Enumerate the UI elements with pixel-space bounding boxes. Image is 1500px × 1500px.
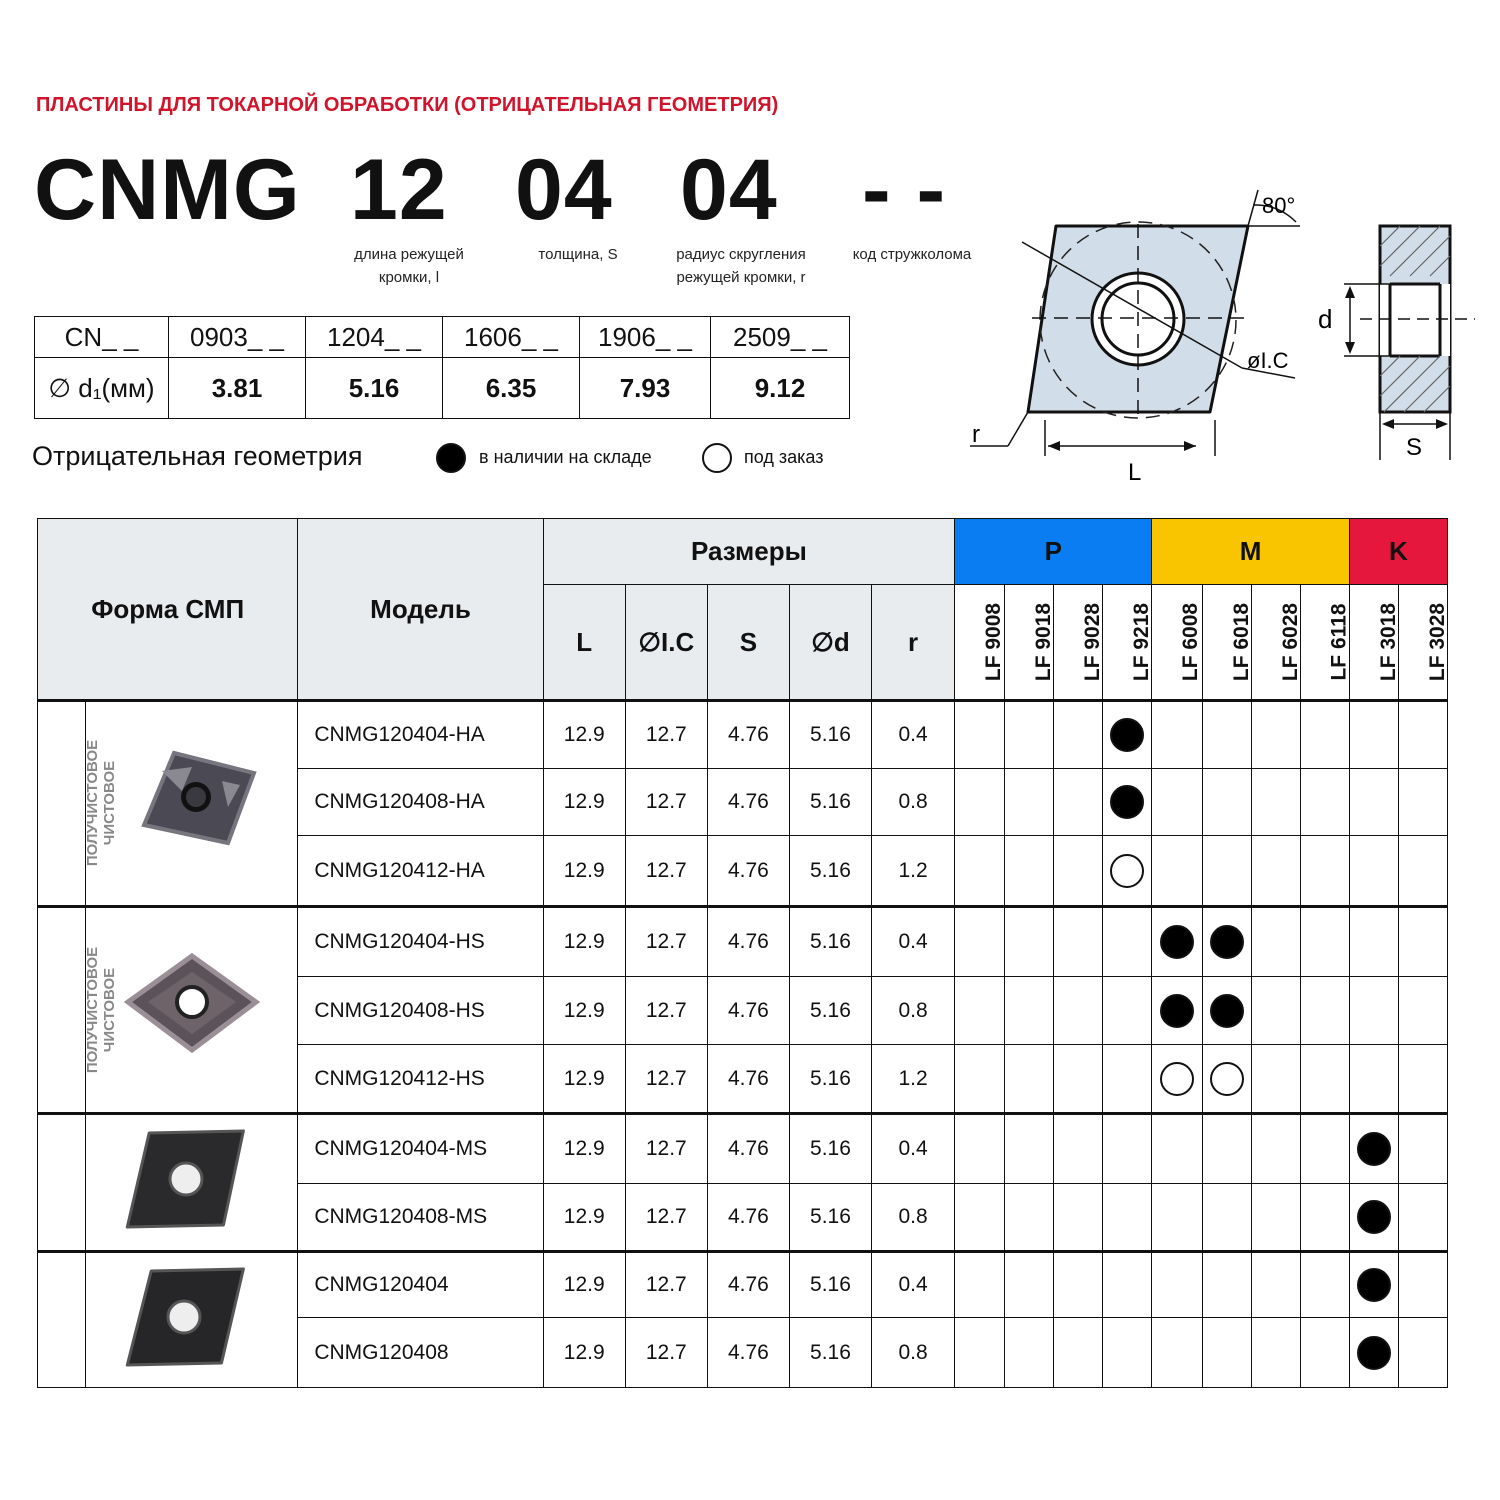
size-head: 1204_ _ — [306, 317, 443, 358]
grade-header: LF 6028 — [1278, 602, 1302, 682]
code-shape: CNMG — [34, 142, 301, 238]
value-s: 4.76 — [707, 977, 789, 1045]
size-head: CN_ _ — [35, 317, 169, 358]
code-thickness: 04 — [515, 142, 613, 238]
in-stock-dot-icon — [1210, 925, 1244, 959]
type-finish-label: ЧИСТОВОЕ — [101, 967, 119, 1052]
value-s: 4.76 — [707, 701, 789, 769]
grade-header: LF 9018 — [1032, 602, 1056, 682]
value-l: 12.9 — [543, 1252, 625, 1318]
value-ic: 12.7 — [625, 1252, 707, 1318]
grade-header: LF 3028 — [1425, 602, 1449, 682]
caption-length: длина режущей кромки, l — [354, 246, 464, 286]
in-stock-dot-icon — [1160, 925, 1194, 959]
type-cell-empty — [38, 1252, 86, 1388]
value-d: 5.16 — [789, 769, 871, 836]
value-s: 4.76 — [707, 1045, 789, 1114]
col-s: S — [707, 585, 789, 701]
in-stock-dot-icon — [1357, 1268, 1391, 1302]
value-l: 12.9 — [543, 1318, 625, 1388]
group-k: K — [1349, 519, 1447, 585]
value-l: 12.9 — [543, 1114, 625, 1184]
header-form: Форма СМП — [38, 519, 298, 701]
model-cell: CNMG120408-HA — [298, 769, 543, 836]
model-cell: CNMG120408-MS — [298, 1184, 543, 1252]
grade-header: LF 3018 — [1376, 602, 1400, 682]
col-r: r — [872, 585, 955, 701]
value-r: 0.4 — [872, 907, 955, 977]
insert-image-plain — [86, 1252, 298, 1388]
grade-header: LF 9218 — [1130, 602, 1154, 682]
col-d: ∅d — [789, 585, 871, 701]
grade-header: LF 9028 — [1081, 602, 1105, 682]
value-d: 5.16 — [789, 907, 871, 977]
value-l: 12.9 — [543, 977, 625, 1045]
value-r: 1.2 — [872, 1045, 955, 1114]
model-cell: CNMG120404-HS — [298, 907, 543, 977]
caption-chipbreaker: код стружколома — [852, 246, 972, 263]
in-stock-dot-icon — [1160, 994, 1194, 1028]
value-d: 5.16 — [789, 1045, 871, 1114]
value-ic: 12.7 — [625, 1114, 707, 1184]
type-cell-empty — [38, 1114, 86, 1252]
s-label: S — [1406, 434, 1423, 461]
caption-thickness: толщина, S — [538, 246, 618, 263]
model-cell: CNMG120404 — [298, 1252, 543, 1318]
on-order-dot-icon — [1210, 1062, 1244, 1096]
value-ic: 12.7 — [625, 1318, 707, 1388]
l-label: L — [1128, 459, 1142, 486]
size-head: 0903_ _ — [169, 317, 306, 358]
type-cell — [38, 701, 119, 907]
geometry-label: Отрицательная геометрия — [32, 441, 363, 471]
in-stock-dot-icon — [1110, 718, 1144, 752]
in-stock-dot-icon — [436, 443, 466, 473]
value-ic: 12.7 — [625, 907, 707, 977]
size-head: 2509_ _ — [711, 317, 850, 358]
value-r: 0.8 — [872, 1184, 955, 1252]
inserts-table — [37, 518, 1448, 1388]
size-row-label: ∅ d₁(мм) — [35, 358, 169, 419]
grade-header: LF 6118 — [1327, 603, 1351, 681]
col-ic: ∅I.C — [625, 585, 707, 701]
value-s: 4.76 — [707, 836, 789, 907]
table-row — [38, 1252, 1448, 1318]
size-value: 6.35 — [443, 358, 580, 419]
group-p: P — [955, 519, 1152, 585]
insert-image-ms — [86, 1114, 298, 1252]
size-head: 1906_ _ — [580, 317, 711, 358]
size-value: 9.12 — [711, 358, 850, 419]
value-d: 5.16 — [789, 1114, 871, 1184]
value-r: 1.2 — [872, 836, 955, 907]
in-stock-dot-icon — [1210, 994, 1244, 1028]
value-d: 5.16 — [789, 1184, 871, 1252]
code-radius: 04 — [680, 142, 778, 238]
value-ic: 12.7 — [625, 769, 707, 836]
size-value: 7.93 — [580, 358, 711, 419]
value-s: 4.76 — [707, 907, 789, 977]
page-subtitle: ПЛАСТИНЫ ДЛЯ ТОКАРНОЙ ОБРАБОТКИ (ОТРИЦАТЕЛЬНАЯ ГЕОМЕТРИЯ) — [36, 94, 779, 116]
value-l: 12.9 — [543, 836, 625, 907]
angle-label: 80° — [1262, 193, 1296, 218]
value-l: 12.9 — [543, 1045, 625, 1114]
table-row — [38, 1114, 1448, 1184]
value-r: 0.8 — [872, 769, 955, 836]
table-row — [38, 907, 1448, 977]
caption-radius: радиус скругления режущей кромки, r — [676, 246, 806, 286]
value-r: 0.4 — [872, 1252, 955, 1318]
type-semi-label: ПОЛУЧИСТОВОЕ — [84, 739, 102, 867]
size-value: 3.81 — [169, 358, 306, 419]
header-sizes: Размеры — [543, 519, 955, 585]
value-l: 12.9 — [543, 701, 625, 769]
value-s: 4.76 — [707, 1252, 789, 1318]
d-label: d — [1318, 304, 1333, 334]
type-finish-label: ЧИСТОВОЕ — [101, 760, 119, 846]
in-stock-label: в наличии на складе — [479, 447, 652, 467]
size-value: 5.16 — [306, 358, 443, 419]
value-ic: 12.7 — [625, 701, 707, 769]
value-ic: 12.7 — [625, 1184, 707, 1252]
value-l: 12.9 — [543, 1184, 625, 1252]
grade-header: LF 9008 — [982, 602, 1006, 682]
on-order-dot-icon — [1160, 1062, 1194, 1096]
size-table — [34, 316, 850, 419]
grade-header: LF 6018 — [1229, 602, 1253, 682]
value-d: 5.16 — [789, 701, 871, 769]
value-ic: 12.7 — [625, 977, 707, 1045]
group-m: M — [1152, 519, 1349, 585]
value-d: 5.16 — [789, 1252, 871, 1318]
value-r: 0.8 — [872, 977, 955, 1045]
r-label: r — [972, 421, 980, 448]
code-chipbreaker: - - — [862, 142, 947, 238]
in-stock-dot-icon — [1357, 1336, 1391, 1370]
value-r: 0.8 — [872, 1318, 955, 1388]
type-cell — [38, 907, 119, 1114]
in-stock-dot-icon — [1110, 785, 1144, 819]
value-r: 0.4 — [872, 701, 955, 769]
model-cell: CNMG120408 — [298, 1318, 543, 1388]
in-stock-dot-icon — [1357, 1132, 1391, 1166]
value-l: 12.9 — [543, 769, 625, 836]
value-ic: 12.7 — [625, 1045, 707, 1114]
in-stock-dot-icon — [1357, 1200, 1391, 1234]
value-d: 5.16 — [789, 1318, 871, 1388]
ic-label: øI.C — [1247, 348, 1289, 373]
size-head: 1606_ _ — [443, 317, 580, 358]
value-d: 5.16 — [789, 836, 871, 907]
value-s: 4.76 — [707, 769, 789, 836]
table-row — [38, 701, 1448, 769]
grade-header: LF 6008 — [1179, 602, 1203, 682]
value-ic: 12.7 — [625, 836, 707, 907]
model-cell: CNMG120412-HA — [298, 836, 543, 907]
value-l: 12.9 — [543, 907, 625, 977]
type-semi-label: ПОЛУЧИСТОВОЕ — [84, 946, 102, 1073]
col-l: L — [543, 585, 625, 701]
model-cell: CNMG120404-MS — [298, 1114, 543, 1184]
on-order-dot-icon — [702, 443, 732, 473]
model-cell: CNMG120412-HS — [298, 1045, 543, 1114]
value-s: 4.76 — [707, 1318, 789, 1388]
header-model: Модель — [298, 519, 543, 701]
model-cell: CNMG120408-HS — [298, 977, 543, 1045]
on-order-dot-icon — [1110, 854, 1144, 888]
on-order-label: под заказ — [744, 447, 824, 467]
value-r: 0.4 — [872, 1114, 955, 1184]
value-s: 4.76 — [707, 1114, 789, 1184]
value-d: 5.16 — [789, 977, 871, 1045]
code-length: 12 — [350, 142, 448, 238]
value-s: 4.76 — [707, 1184, 789, 1252]
insert-diagram — [960, 180, 1480, 490]
model-cell: CNMG120404-HA — [298, 701, 543, 769]
